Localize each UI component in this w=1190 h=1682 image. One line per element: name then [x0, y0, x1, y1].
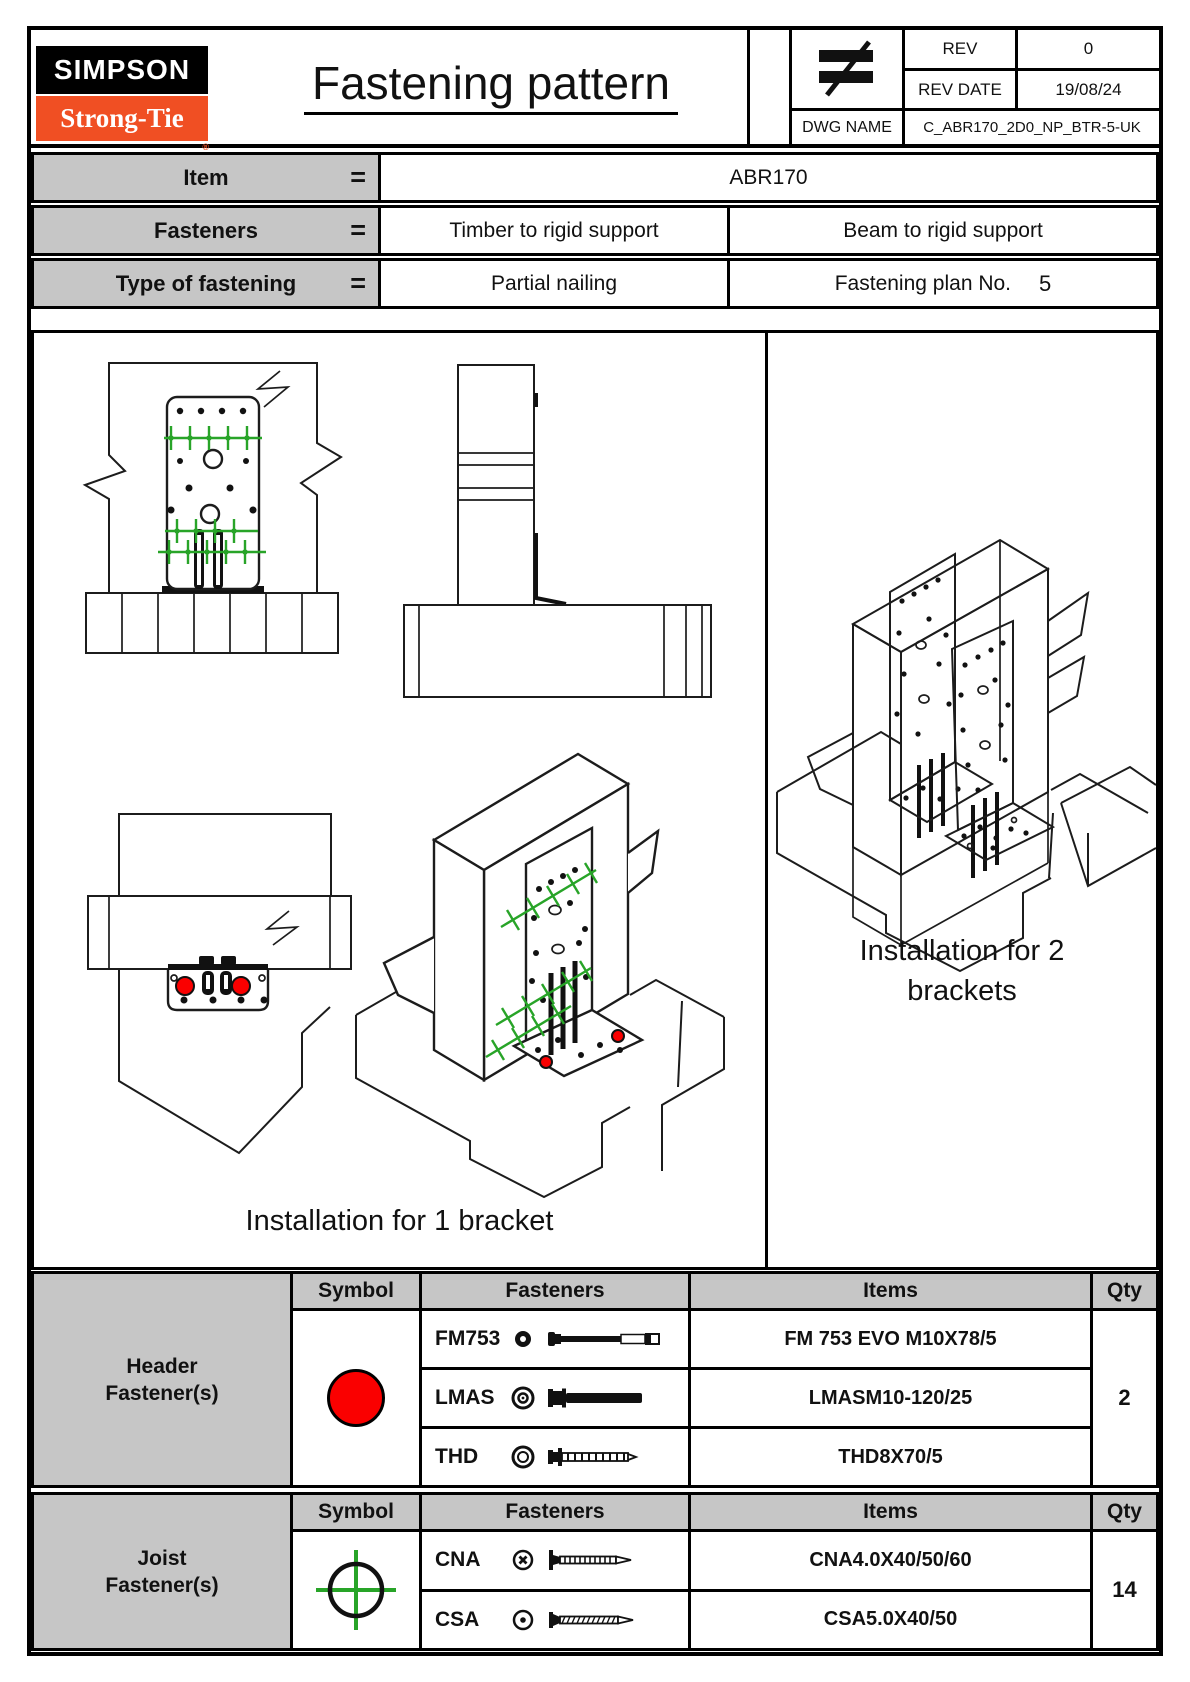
- info-value-partial-nailing: Partial nailing: [381, 261, 730, 306]
- equals-sign: =: [350, 162, 366, 192]
- thd-head-icon: [510, 1444, 536, 1470]
- torn-flap: [384, 937, 434, 1013]
- page-title: Fastening pattern: [231, 56, 751, 110]
- title-block: [31, 30, 1159, 152]
- info-value-item: ABR170: [729, 165, 808, 189]
- column-header-items: Items: [688, 1274, 1090, 1308]
- item-lmas: LMASM10-120/25: [688, 1367, 1090, 1426]
- info-row-item: [31, 152, 1159, 203]
- fm753-head-icon: [510, 1326, 536, 1352]
- fastener-row-fm753: [419, 1308, 688, 1367]
- fastener-row-thd: [419, 1426, 688, 1485]
- break-symbol: [258, 371, 288, 407]
- cna-nail-icon: [547, 1547, 665, 1573]
- joist-fasteners-qty: 14: [1090, 1529, 1156, 1648]
- info-value-timber: Timber to rigid support: [381, 208, 730, 253]
- joist-fasteners-group-label: Joist Fastener(s): [34, 1495, 290, 1648]
- column-header-qty: Qty: [1090, 1274, 1156, 1308]
- fastener-code: LMAS: [435, 1386, 495, 1409]
- fastening-plan-number: 5: [1039, 270, 1052, 296]
- break-symbol: [267, 911, 297, 945]
- header-fasteners-table: [31, 1271, 1159, 1488]
- torn-flap: [1048, 657, 1084, 713]
- csa-screw-icon: [547, 1607, 665, 1633]
- column-header-qty: Qty: [1090, 1495, 1156, 1529]
- info-label-item: Item =: [34, 155, 381, 200]
- info-value-beam: Beam to rigid support: [843, 218, 1043, 242]
- joist-fasteners-table: [31, 1492, 1159, 1651]
- info-label-fasteners: Fasteners =: [34, 208, 381, 253]
- item-thd: THD8X70/5: [688, 1426, 1090, 1485]
- column-header-fasteners: Fasteners: [419, 1495, 688, 1529]
- info-row-fasteners: [31, 205, 1159, 256]
- projection-symbol-cell: [792, 30, 902, 108]
- one-bracket-drawings: [34, 333, 765, 1267]
- torn-flap: [1048, 593, 1088, 656]
- drawing-area: [31, 330, 1159, 1270]
- lmas-head-icon: [510, 1385, 536, 1411]
- caption-two-brackets: [768, 931, 1156, 1011]
- revision-block: [789, 30, 1159, 144]
- logo-strongtie: [36, 96, 209, 152]
- fastener-code: THD: [435, 1445, 479, 1468]
- iso-one-bracket-drawing: [356, 754, 724, 1197]
- rev-date-value: 19/08/24: [1055, 79, 1122, 99]
- item-fm753: FM 753 EVO M10X78/5: [688, 1308, 1090, 1367]
- not-equal-projection-icon: [811, 39, 883, 99]
- info-value-plan: [730, 261, 1156, 306]
- fastener-row-csa: [419, 1589, 688, 1649]
- item-cna: CNA4.0X40/50/60: [688, 1529, 1090, 1589]
- joist-fastener-symbol-cell: [290, 1529, 419, 1648]
- column-header-items: Items: [688, 1495, 1090, 1529]
- rev-value: 0: [1083, 39, 1094, 58]
- logo-strongtie-text: Strong-Tie: [60, 103, 184, 133]
- fm753-bolt-icon: [547, 1326, 665, 1352]
- rev-date-label: REV DATE: [918, 79, 1002, 99]
- torn-flap: [808, 733, 853, 805]
- rev-label: REV: [942, 39, 978, 58]
- green-crosshair-circle-icon: [310, 1544, 402, 1636]
- header-fastener-symbol-cell: [290, 1308, 419, 1485]
- front-view-drawing: [85, 363, 341, 653]
- iso-two-brackets-drawing: [768, 333, 1156, 1267]
- header-divider: [747, 30, 750, 144]
- item-csa: CSA5.0X40/50: [688, 1589, 1090, 1649]
- caption-one-bracket: Installation for 1 bracket: [245, 1205, 554, 1237]
- column-header-symbol: Symbol: [290, 1274, 419, 1308]
- fastener-row-cna: [419, 1529, 688, 1589]
- one-bracket-panel: [34, 333, 765, 1267]
- sheet-border: [27, 26, 1163, 1656]
- fastener-code: CNA: [435, 1548, 481, 1572]
- registered-mark: ®: [202, 142, 209, 152]
- red-circle-symbol-icon: [327, 1369, 385, 1427]
- logo-simpson: SIMPSON: [36, 46, 208, 94]
- equals-sign: =: [350, 215, 366, 245]
- cna-head-icon: [510, 1547, 536, 1573]
- dwg-name-value: C_ABR170_2D0_NP_BTR-5-UK: [923, 119, 1141, 136]
- two-brackets-panel: [765, 333, 1156, 1267]
- csa-head-icon: [510, 1607, 536, 1633]
- thd-screw-icon: [547, 1444, 665, 1470]
- torn-flap: [628, 831, 658, 893]
- header-fasteners-qty: 2: [1090, 1308, 1156, 1485]
- column-header-symbol: Symbol: [290, 1495, 419, 1529]
- header-fasteners-group-label: Header Fastener(s): [34, 1274, 290, 1485]
- dwg-name-label: DWG NAME: [802, 118, 892, 136]
- fastener-row-lmas: [419, 1367, 688, 1426]
- simpson-strongtie-logo: [36, 46, 209, 152]
- fastener-code: FM753: [435, 1327, 501, 1350]
- fastening-plan-label: Fastening plan No.: [834, 271, 1012, 295]
- equals-sign: =: [350, 268, 366, 298]
- plan-view-drawing: [88, 814, 351, 1153]
- caption-two-brackets-line1: Installation for 2: [859, 935, 1065, 967]
- info-label-type: Type of fastening =: [34, 261, 381, 306]
- column-header-fasteners: Fasteners: [419, 1274, 688, 1308]
- side-view-drawing: [404, 365, 711, 697]
- caption-two-brackets-line2: brackets: [907, 975, 1017, 1007]
- lmas-anchor-icon: [547, 1385, 665, 1411]
- info-row-type: [31, 258, 1159, 309]
- fastener-code: CSA: [435, 1607, 480, 1631]
